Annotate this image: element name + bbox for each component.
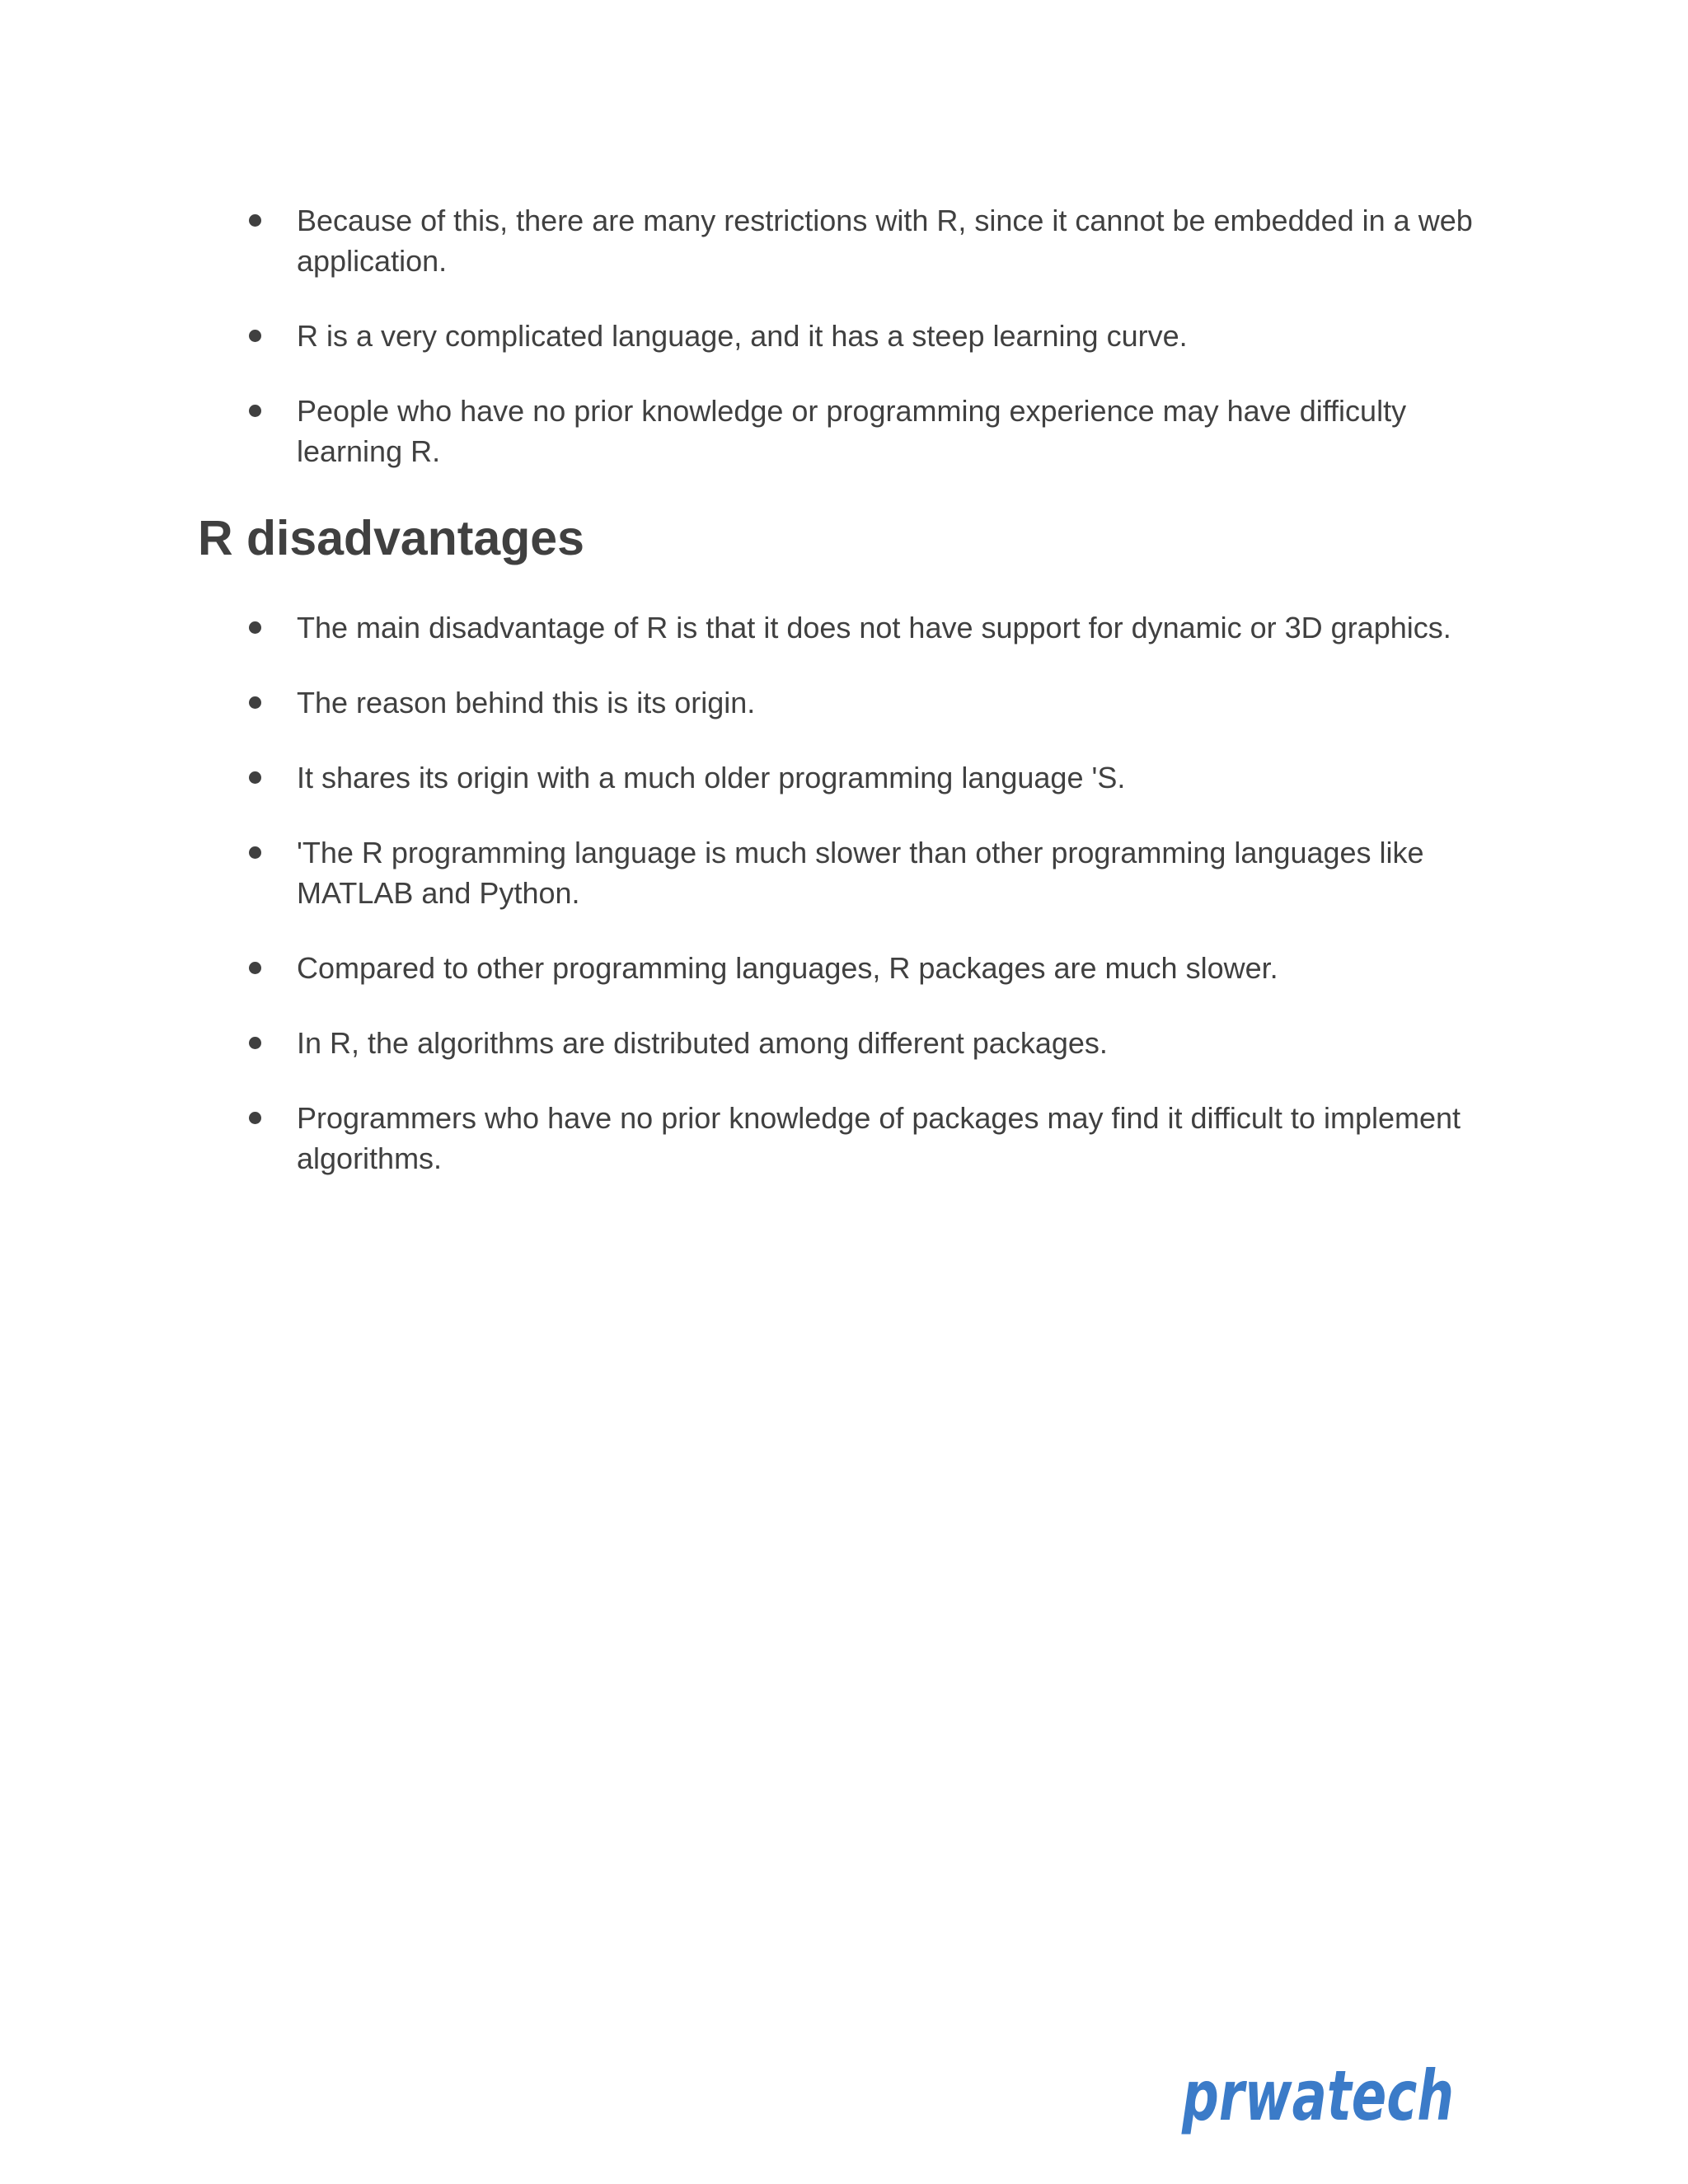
disadvantages-bullet-list	[0, 607, 1688, 1213]
list-item-text: It shares its origin with a much older programming language 'S.	[297, 761, 1126, 794]
bullet-icon	[249, 214, 261, 227]
list-item-text: R is a very complicated language, and it has a steep learning curve.	[297, 319, 1188, 353]
logo-wordmark: prwatech	[1181, 2055, 1454, 2136]
bullet-icon	[249, 330, 261, 342]
list-item	[0, 200, 1688, 281]
list-item-text: The main disadvantage of R is that it does not have support for dynamic or 3D graphics.	[297, 611, 1451, 644]
list-item	[0, 682, 1688, 723]
top-bullet-list	[0, 200, 1688, 506]
list-item-text: 'The R programming language is much slower than other programming languages like MATLAB and Python.	[297, 836, 1424, 910]
list-item-text: People who have no prior knowledge or programming experience may have difficulty learning R.	[297, 394, 1407, 468]
list-item	[0, 607, 1688, 648]
list-item	[0, 391, 1688, 471]
section-heading: R disadvantages	[198, 511, 584, 565]
bullet-icon	[249, 962, 261, 974]
bullet-icon	[249, 405, 261, 417]
list-item	[0, 1098, 1688, 1179]
bullet-icon	[249, 771, 261, 784]
list-item	[0, 316, 1688, 356]
logo-graphic	[1179, 2044, 1459, 2151]
list-item	[0, 832, 1688, 913]
list-item	[0, 757, 1688, 798]
bullet-icon	[249, 1112, 261, 1124]
list-item-text: Programmers who have no prior knowledge of packages may find it difficult to implement algorithms.	[297, 1101, 1461, 1175]
bullet-icon	[249, 621, 261, 634]
bullet-icon	[249, 696, 261, 709]
bullet-icon	[249, 846, 261, 859]
prwatech-logo	[1179, 2044, 1459, 2151]
list-item-text: Because of this, there are many restrictions with R, since it cannot be embedded in a web application.	[297, 204, 1473, 278]
list-item-text: Compared to other programming languages, R packages are much slower.	[297, 951, 1278, 985]
list-item-text: In R, the algorithms are distributed among different packages.	[297, 1026, 1108, 1060]
list-item	[0, 1023, 1688, 1063]
bullet-icon	[249, 1037, 261, 1049]
list-item	[0, 948, 1688, 988]
list-item-text: The reason behind this is its origin.	[297, 686, 756, 719]
